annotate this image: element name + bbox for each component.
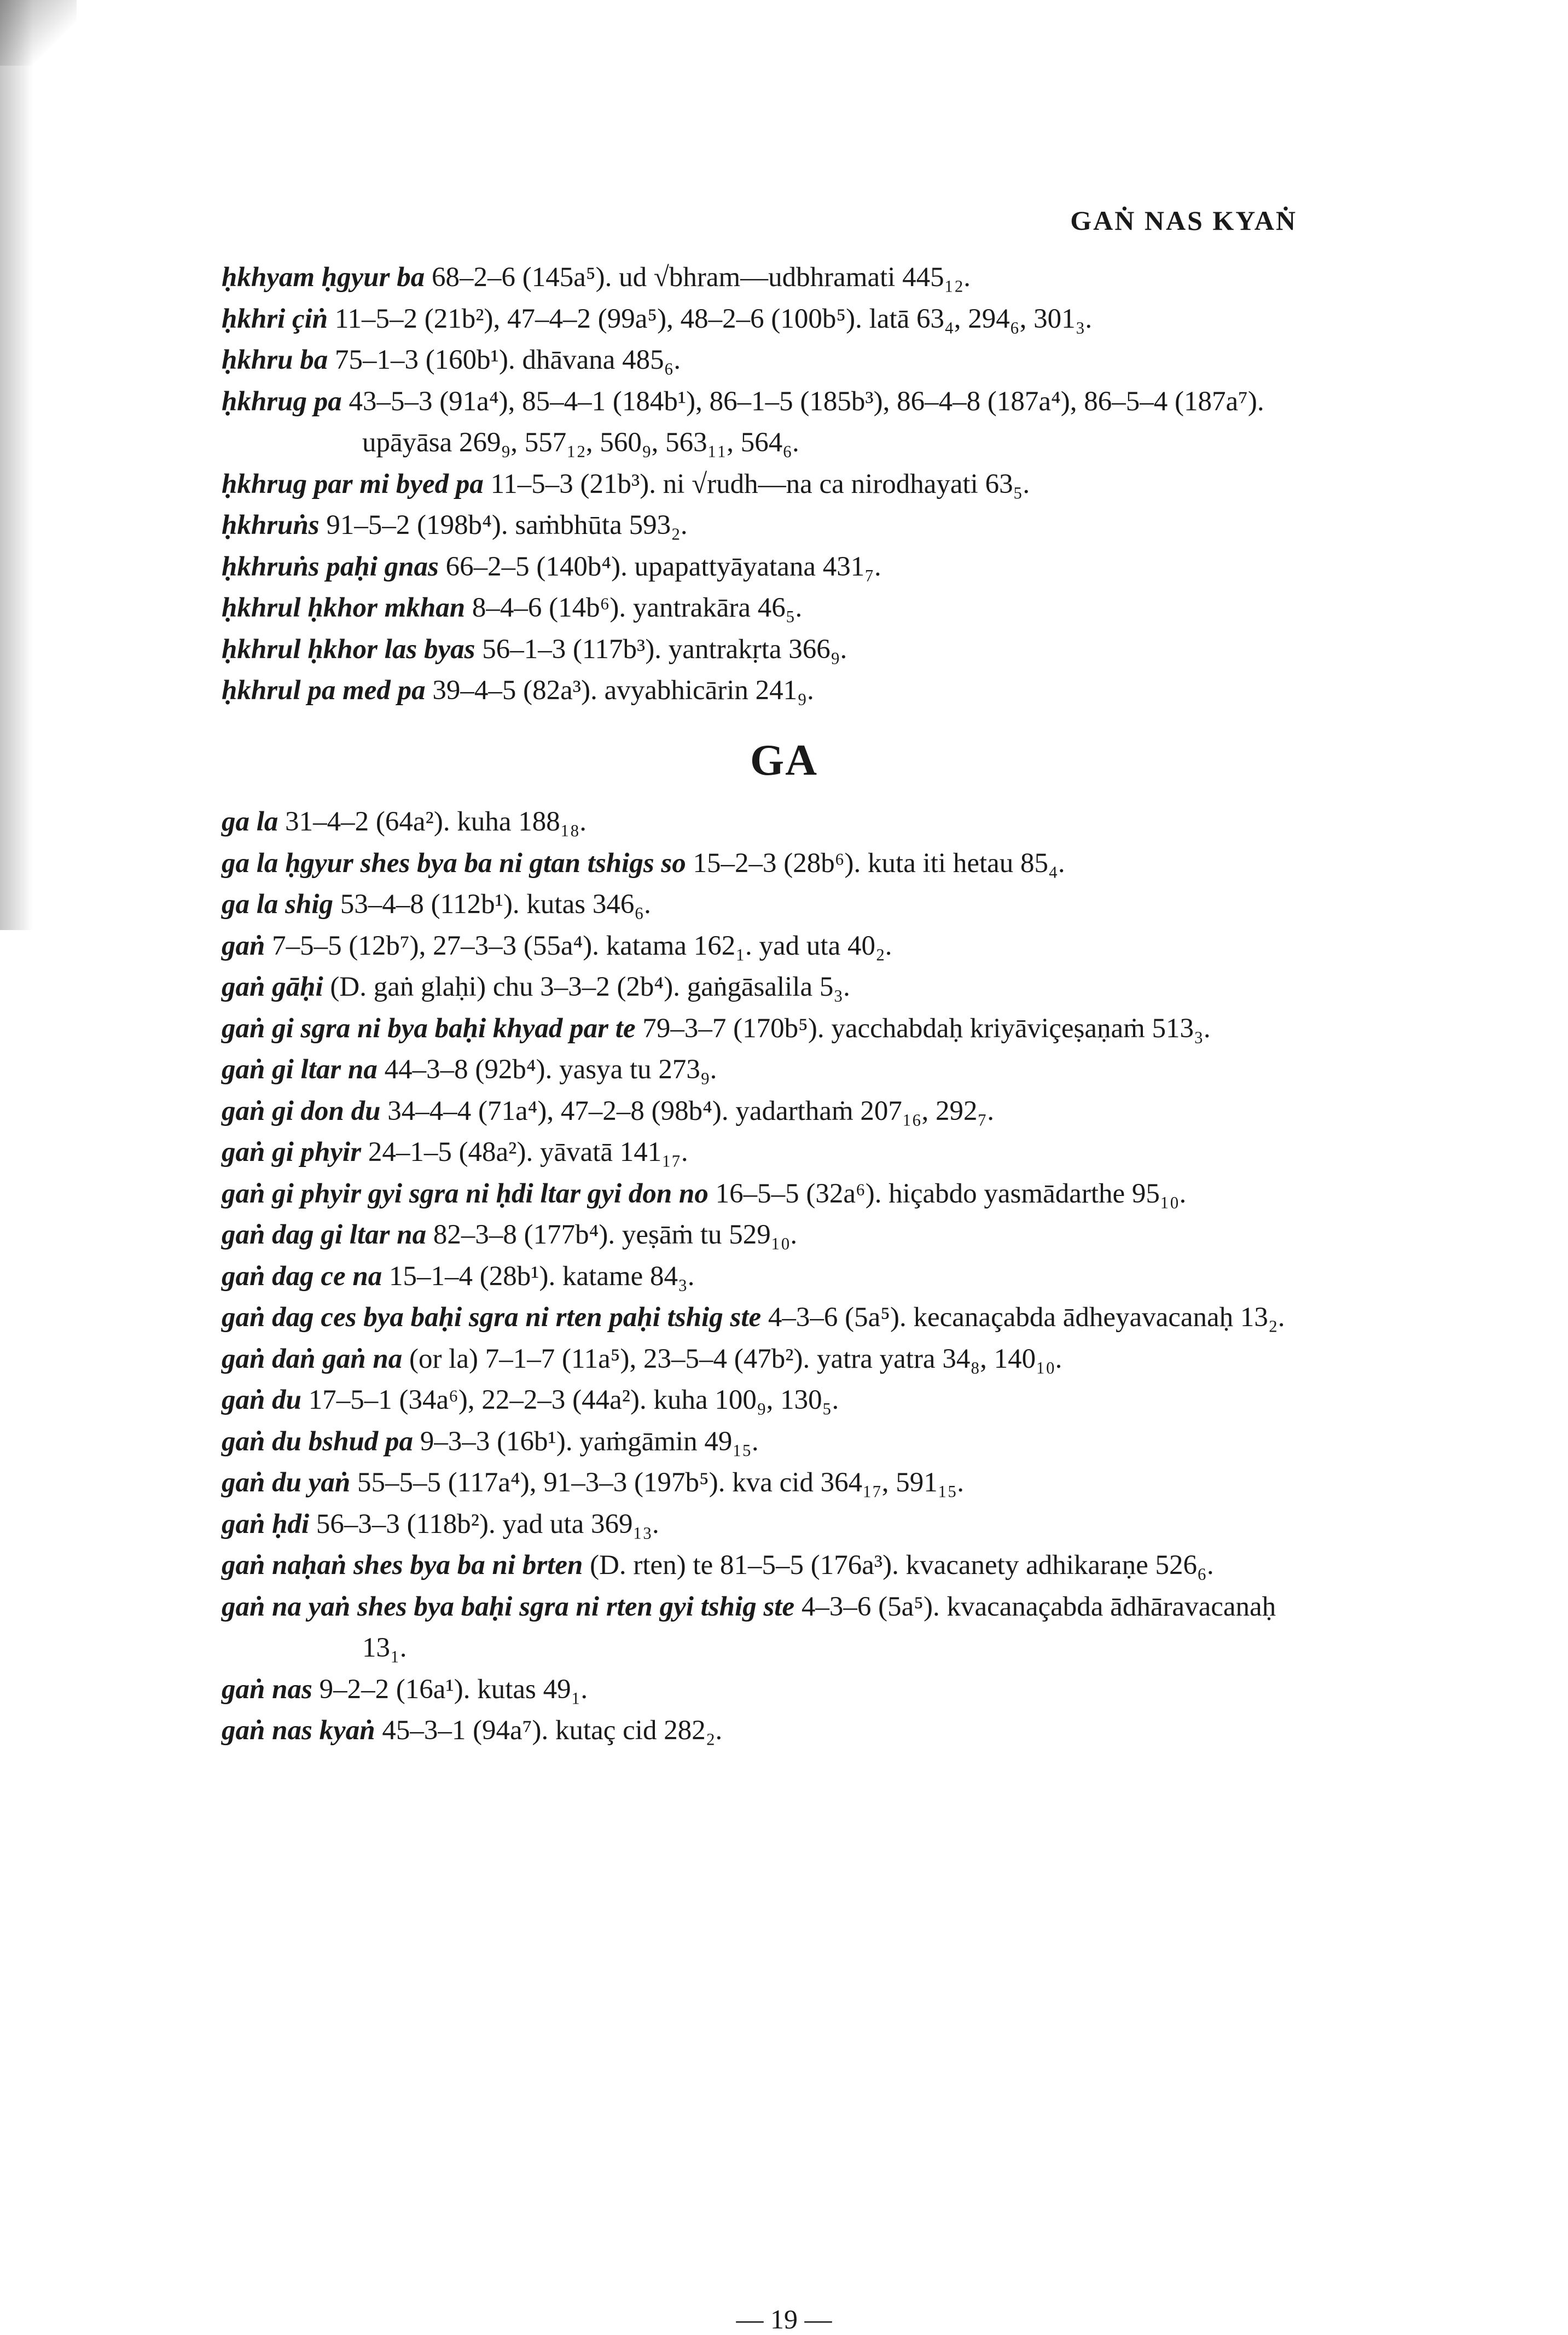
entry-reference: 56–1–3 (117b³). yantrakṛta 366₉. <box>482 634 847 665</box>
entry-reference: 4–3–6 (5a⁵). kecanaçabda ādheyavacanaḥ 13₂. <box>768 1302 1285 1333</box>
page-edge-shadow <box>0 0 33 930</box>
entry-reference: 7–5–5 (12b⁷), 27–3–3 (55a⁴). katama 162₁. yad uta 40₂. <box>272 930 892 961</box>
dictionary-entry <box>222 1339 1310 1380</box>
entry-reference: 11–5–3 (21b³). ni √rudh—na ca nirodhayati 63₅. <box>490 468 1030 499</box>
section-heading: GA <box>750 736 818 785</box>
entry-term: gaṅ du bshud pa <box>222 1426 414 1457</box>
dictionary-entry <box>222 1462 1310 1504</box>
entry-term: ḥkhrul pa med pa <box>222 675 426 706</box>
entry-term: ga la shig <box>222 889 334 920</box>
entry-term: gaṅ gi sgra ni bya baḥi khyad par te <box>222 1013 636 1044</box>
entry-term: gaṅ <box>222 930 265 961</box>
entry-term: gaṅ dag ces bya baḥi sgra ni rten paḥi tshig ste <box>222 1302 762 1333</box>
entry-term: gaṅ gi ltar na <box>222 1054 378 1085</box>
dictionary-entry <box>222 505 1310 547</box>
entry-reference: 8–4–6 (14b⁶). yantrakāra 46₅. <box>472 593 803 623</box>
dictionary-entry <box>222 257 1310 299</box>
entry-term: ḥkhrul ḥkhor mkhan <box>222 593 466 623</box>
dictionary-entry <box>222 801 1310 843</box>
dictionary-entry <box>222 1174 1310 1215</box>
dictionary-entry <box>222 1049 1310 1091</box>
dictionary-entry <box>222 1008 1310 1050</box>
entry-term: ḥkhru ba <box>222 345 328 375</box>
entry-reference: 31–4–2 (64a²). kuha 188₁₈. <box>285 806 587 837</box>
dictionary-entry <box>222 1669 1310 1711</box>
dictionary-entry <box>222 843 1310 885</box>
entry-term: gaṅ du <box>222 1385 301 1415</box>
page-number: — 19 — <box>736 2304 832 2334</box>
entry-reference: (D. gaṅ glaḥi) chu 3–3–2 (2b⁴). gaṅgāsalila 5₃. <box>330 972 850 1002</box>
dictionary-entry <box>222 299 1310 340</box>
entry-term: ḥkhrug pa <box>222 386 342 417</box>
entry-reference: 66–2–5 (140b⁴). upapattyāyatana 431₇. <box>445 551 881 582</box>
entry-reference: 43–5–3 (91a⁴), 85–4–1 (184b¹), 86–1–5 (185b³), 86–4–8 (187a⁴), 86–5–4 (187a⁷). upāyāsa 269₉, 557₁₂, 560₉, 563₁₁, 564₆. <box>349 386 1264 458</box>
dictionary-entry <box>222 1545 1310 1587</box>
running-head: GAṄ NAS KYAṄ <box>1070 205 1297 236</box>
entry-term: gaṅ dag ce na <box>222 1261 382 1292</box>
entry-term: ḥkhri çiṅ <box>222 303 328 334</box>
dictionary-entry <box>222 629 1310 671</box>
entry-reference: 16–5–5 (32a⁶). hiçabdo yasmādarthe 95₁₀. <box>715 1178 1187 1209</box>
entry-term: gaṅ nas kyaṅ <box>222 1715 375 1746</box>
entry-reference: 9–2–2 (16a¹). kutas 49₁. <box>319 1674 588 1705</box>
entry-term: gaṅ gi don du <box>222 1095 381 1126</box>
entry-term: ḥkhrul ḥkhor las byas <box>222 634 475 665</box>
entry-reference: 34–4–4 (71a⁴), 47–2–8 (98b⁴). yadarthaṁ 207₁₆, 292₇. <box>387 1095 994 1126</box>
entry-term: gaṅ naḥaṅ shes bya ba ni brten <box>222 1550 583 1581</box>
entry-reference: 11–5–2 (21b²), 47–4–2 (99a⁵), 48–2–6 (100b⁵). latā 63₄, 294₆, 301₃. <box>334 303 1093 334</box>
dictionary-entry <box>222 1132 1310 1174</box>
dictionary-entry <box>222 547 1310 588</box>
entry-reference: 68–2–6 (145a⁵). ud √bhram—udbhramati 445₁₂. <box>432 262 971 293</box>
dictionary-entry <box>222 884 1310 926</box>
dictionary-entry <box>222 1215 1310 1256</box>
entry-reference: 55–5–5 (117a⁴), 91–3–3 (197b⁵). kva cid 364₁₇, 591₁₅. <box>357 1467 965 1498</box>
entry-reference: 45–3–1 (94a⁷). kutaç cid 282₂. <box>382 1715 723 1746</box>
entry-term: gaṅ na yaṅ shes bya baḥi sgra ni rten gyi tshig ste <box>222 1591 795 1622</box>
entry-term: gaṅ du yaṅ <box>222 1467 351 1498</box>
entry-reference: (or la) 7–1–7 (11a⁵), 23–5–4 (47b²). yatra yatra 34₈, 140₁₀. <box>409 1343 1062 1374</box>
entry-reference: 4–3–6 (5a⁵). kvacanaçabda ādhāravacanaḥ 13₁. <box>362 1591 1276 1663</box>
dictionary-entry <box>222 1297 1310 1339</box>
entry-reference: 39–4–5 (82a³). avyabhicārin 241₉. <box>432 675 814 706</box>
entry-term: ga la ḥgyur shes bya ba ni gtan tshigs so <box>222 847 686 879</box>
dictionary-entry <box>222 967 1310 1008</box>
dictionary-entry <box>222 1710 1310 1752</box>
entry-term: gaṅ gāḥi <box>222 972 323 1002</box>
entry-term: gaṅ gi phyir <box>222 1137 362 1168</box>
entry-term: ḥkhrug par mi byed pa <box>222 468 484 499</box>
dictionary-entry <box>222 1421 1310 1463</box>
entry-term: gaṅ dag gi ltar na <box>222 1219 427 1250</box>
dictionary-entry <box>222 1091 1310 1132</box>
entries-previous-section <box>222 257 1310 712</box>
entry-reference: 9–3–3 (16b¹). yaṁgāmin 49₁₅. <box>420 1426 759 1457</box>
entry-term: gaṅ ḥdi <box>222 1508 310 1540</box>
entry-reference: 91–5–2 (198b⁴). saṁbhūta 593₂. <box>326 510 688 541</box>
entry-term: gaṅ daṅ gaṅ na <box>222 1343 403 1374</box>
dictionary-entry <box>222 340 1310 381</box>
entry-reference: 15–1–4 (28b¹). katame 84₃. <box>389 1261 695 1292</box>
entry-reference: 56–3–3 (118b²). yad uta 369₁₃. <box>316 1508 659 1540</box>
dictionary-entry <box>222 1504 1310 1546</box>
entry-term: ga la <box>222 806 278 837</box>
dictionary-entry <box>222 381 1310 464</box>
entry-term: ḥkhruṅs <box>222 510 320 541</box>
entry-reference: 79–3–7 (170b⁵). yacchabdaḥ kriyāviçeṣaṇaṁ 513₃. <box>642 1013 1211 1044</box>
entry-term: gaṅ gi phyir gyi sgra ni ḥdi ltar gyi don no <box>222 1178 708 1209</box>
dictionary-entry <box>222 464 1310 506</box>
dictionary-entry <box>222 1587 1310 1669</box>
entry-term: ḥkhyam ḥgyur ba <box>222 262 425 293</box>
dictionary-entry <box>222 926 1310 967</box>
entry-reference: 17–5–1 (34a⁶), 22–2–3 (44a²). kuha 100₉, 130₅. <box>308 1385 839 1415</box>
entry-term: ḥkhruṅs paḥi gnas <box>222 551 439 582</box>
entry-reference: 53–4–8 (112b¹). kutas 346₆. <box>340 889 651 920</box>
entry-reference: 75–1–3 (160b¹). dhāvana 485₆. <box>334 345 681 375</box>
entry-reference: (D. rten) te 81–5–5 (176a³). kvacanety adhikaraṇe 526₆. <box>590 1550 1214 1581</box>
entry-reference: 82–3–8 (177b⁴). yeṣāṁ tu 529₁₀. <box>433 1219 798 1250</box>
dictionary-entry <box>222 1380 1310 1421</box>
entries-ga-section <box>222 801 1310 1752</box>
page-corner-shadow <box>0 0 77 66</box>
entry-reference: 44–3–8 (92b⁴). yasya tu 273₉. <box>384 1054 717 1085</box>
entry-reference: 15–2–3 (28b⁶). kuta iti hetau 85₄. <box>693 847 1065 879</box>
entry-term: gaṅ nas <box>222 1674 312 1705</box>
entry-reference: 24–1–5 (48a²). yāvatā 141₁₇. <box>368 1137 688 1168</box>
dictionary-entry <box>222 1256 1310 1298</box>
dictionary-entry <box>222 588 1310 629</box>
dictionary-entry <box>222 670 1310 712</box>
